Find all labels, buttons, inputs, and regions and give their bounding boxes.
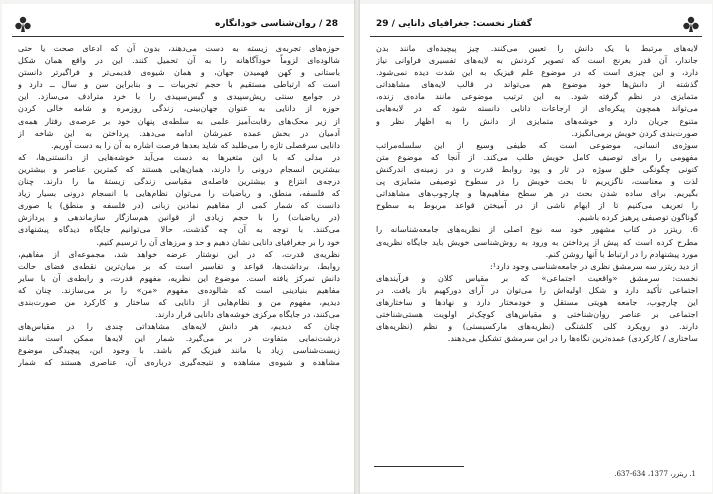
left-page-header xyxy=(12,12,344,37)
text-line: اجتماعی تأکید دارد و شکل اولیه‌اش را می‌توان در آرای دورکهیم باز یافت. در xyxy=(376,284,698,295)
text-line: مطرح کرده است که پیش از پرداختن به ورود به روش‌شناسی خویش باید جایگاه نظریه‌ی xyxy=(376,236,698,247)
text-line: دارد، و این چیزی است که در موضوع علم فیزیک به این شدت دیده نمی‌شود. xyxy=(376,67,698,78)
footnote-rule xyxy=(374,466,464,467)
text-line: سوژه‌ی انسانی، موضوعی است که طیفی وسیع از این سلسله‌مراتب xyxy=(376,139,698,150)
left-page xyxy=(2,4,354,492)
text-line: را تعریف می‌کنیم تا از ابهام ناشی از در آمیختن قواعد مربوط به سطوح xyxy=(376,200,698,211)
text-line: گوناگون توصیفی پرهیز کرده باشیم. xyxy=(577,212,698,223)
text-line: درجه‌ی انتزاع و بیشترین فاصله‌ی مقیاسی زندگی زیستهٔ ما را دارند. چنان xyxy=(18,176,340,187)
text-line: شالوده‌ای لزوماً خودآگاهانه را به آن تحمیل کنند. این در واقع همان شکل xyxy=(18,55,340,66)
text-line: (در ریاضیات) را با حجم زیادی از قوانین هم‌سازگار سازماندهی و پردازش xyxy=(18,212,340,223)
text-line: ساختاری / کارکردی) عمده‌ترین نگاه‌ها را در این سرمشق تشکیل می‌دهند. xyxy=(447,333,698,344)
text-line: از دید ریتزر سه سرمشق نظری در جامعه‌شناسی وجود دارد¹: xyxy=(490,260,698,271)
text-line: حوزه از دانایی به عنوان جهان‌بینی، زندگی روزمره و شامه خالی کردن xyxy=(18,103,340,114)
text-line: نظریه‌ی قدرت، که در این نوشتار عرضه خواهد شد، مجموعه‌ای از مفاهیم، xyxy=(18,248,340,259)
left-page-running-head: 28 / روان‌شناسی خودانگاره xyxy=(215,19,338,29)
text-line: این چارچوب، جامعه هویتی مستقل و خودمختار دارد و نهادها و ساختارهای xyxy=(376,296,698,307)
text-line: مفاهیم بنیادینی است که شالوده‌ی مفهوم «من» را بر می‌سازند. چنان که xyxy=(18,284,340,295)
text-line: زیست‌شناسی زیاد یا مانند فیزیک کم باشد. با وجود این، پیچیدگی موضوع xyxy=(18,345,340,356)
left-page-body-text xyxy=(18,42,340,369)
text-line: حوزه‌های تجربه‌ی زیسته به دست می‌دهند، بدون آن که ادعای صحت یا حتی xyxy=(18,43,340,53)
text-line: مورد پیشنهادم را در ارتباط با آنها روشن کنم. xyxy=(545,248,698,259)
text-line: متنوع جریان دارد و خوشه‌های متمایزی از دانش را به اظهار نظر و xyxy=(376,115,698,126)
text-line: از زیر محک‌های رقابت‌آمیز علمی به سلطه‌ی پنهان خود بر عرصه‌ی رفتار همه‌ی xyxy=(18,115,340,126)
text-line: مشاهده و شیوه‌ی مشاهده و نتیجه‌گیری درباره‌ی آن، عناصری هستند که شمار xyxy=(18,357,340,368)
text-line: است که ارتباطی مستقیم با حجم تجربیات ــ و بنابراین سن و سال ــ دارد و xyxy=(18,79,340,90)
text-line: متمایزی در نظم گرفته شود. به این ترتیب موضوعی مانند ماده‌ی زنده، xyxy=(376,91,698,102)
fleuron-ornament-icon xyxy=(12,13,34,35)
right-page xyxy=(360,4,712,492)
text-line: صورت‌بندی کردن خویش برمی‌انگیزد. xyxy=(571,127,698,138)
right-page-header xyxy=(370,12,702,37)
text-line: دانش تمرکز یافته است. موضوع این نظریه، مفهوم قدرت، و رابطه‌ی آن با سایر xyxy=(18,272,340,283)
text-line: دانایی سرفصلی تازه را می‌طلبد که شاید بعدها فرصت اشاره به آن را به دست آوریم. xyxy=(51,139,340,150)
text-line: خود را بر جغرافیای دانایی نشان دهیم و حد و مرزهای آن را ترسیم کنیم. xyxy=(96,236,340,247)
text-line: نخست: سرمشق «واقعیت اجتماعی» که بر مقیاس کلان و فرآیندهای xyxy=(376,272,698,283)
text-line: بیشترین انسجام درونی را دارند، همان‌هایی هستند که کمترین عناصر و بیشترین xyxy=(18,163,340,174)
right-page-running-head: گفتار نخست: جغرافیای دانایی / 29 xyxy=(376,19,532,29)
footnote: 1. ریتزر، 1377، 634-637. xyxy=(614,470,696,478)
text-line: باستانی و کهن فهمیدن جهان، و همان شیوه‌ی قدیمی‌تر و فراگیرتر دانستن xyxy=(18,67,340,78)
text-line: کنونی چگونگی خلق سوژه در تار و پود روابط قدرت و در زمینه‌ی اندرکنش xyxy=(376,163,698,174)
text-line: می‌کنند. با توجه به آن چه گذشت، حالا می‌توانیم جایگاه دیدگاه پیشنهادی xyxy=(18,224,340,235)
text-line: گذشته از دانش‌ها خود موضوع هم می‌تواند در قالب لایه‌های مشاهداتی xyxy=(376,79,698,90)
text-line: اجتماعی بر عناصر روان‌شناختی و مقیاس‌های کوچک‌تر اولویت هستی‌شناختی xyxy=(376,309,698,320)
text-line: در جوامع سنتی ریش‌سپیدی و گیس‌سپیدی را با خرد مترادف می‌سازد. این xyxy=(18,91,340,102)
text-line: روابط، برداشت‌ها، قواعد و تفاسیر است که بر میان‌ترین نقطه‌ی فضای حالت xyxy=(18,260,340,271)
text-line: بگیریم. برای ساده شدن بحث در هر سطح مفاهیم‌ها و چارچوب‌های مشاهداتی xyxy=(376,188,698,199)
text-line: دیدیم، مفهوم من و نظام‌هایی از دانایی که ساختار و کارکرد من صورت‌بندی xyxy=(18,296,340,307)
text-line: لذت و معناست، ناگزیریم تا بحث خویش را در سطوح توصیفی متمایزی پی xyxy=(376,176,698,187)
text-line: لایه‌های مرتبط با یک دانش را تعیین می‌کنند. چیز پیچیده‌ای مانند بدن xyxy=(376,43,698,53)
text-line: در مدلی که با این متغیرها به دست می‌آید خوشه‌هایی از دانستنی‌ها، که xyxy=(18,151,340,162)
text-line: درشت‌نمایی متفاوت در بر می‌گیرد. شمار این لایه‌ها ممکن است مانند xyxy=(18,333,340,344)
text-line: دارند. دو رویکرد کلی کلشنگی (نظریه‌های مارکسیستی) و نظم (نظریه‌های xyxy=(376,321,698,332)
text-line: که فلسفه، منطق، و ریاضیات را می‌توان نظام‌هایی با انسجام درونی بسیار زیاد xyxy=(18,188,340,199)
right-page-body-text xyxy=(376,42,698,344)
fleuron-ornament-icon xyxy=(680,13,702,35)
text-line: دانست که شمار کمی از مفاهیم نمادین زبانی (در فلسفه و منطق) یا صوری xyxy=(18,200,340,211)
text-line: چنان که دیدیم، هر دانش لایه‌های مشاهداتی چندی را در مقیاس‌های xyxy=(18,321,340,332)
text-line: 6. ریتزر در کتاب مشهور خود سه نوع اصلی از نظریه‌های جامعه‌شناسانه را xyxy=(376,224,698,235)
text-line: می‌تواند همچون پیکره‌ای از ارجاعات دانایی دانسته شود که در لایه‌هایی xyxy=(376,103,698,114)
text-line: می‌کنند، در جایگاه مرکزی خوشه‌های دانایی قرار دارند. xyxy=(155,309,340,320)
text-line: جاندار، آن قدر بغرنج است که تصویر کردنش به لایه‌های تفسیری فراوانی نیاز xyxy=(376,55,698,66)
text-line: آدمیان در بخش عمده عمرشان ادامه می‌دهد. پرداختن به این شاخه از xyxy=(18,127,340,138)
text-line: مفهومی را برای توصیف کامل خویش طلب می‌کند. از آنجا که موضوع متن xyxy=(376,151,698,162)
